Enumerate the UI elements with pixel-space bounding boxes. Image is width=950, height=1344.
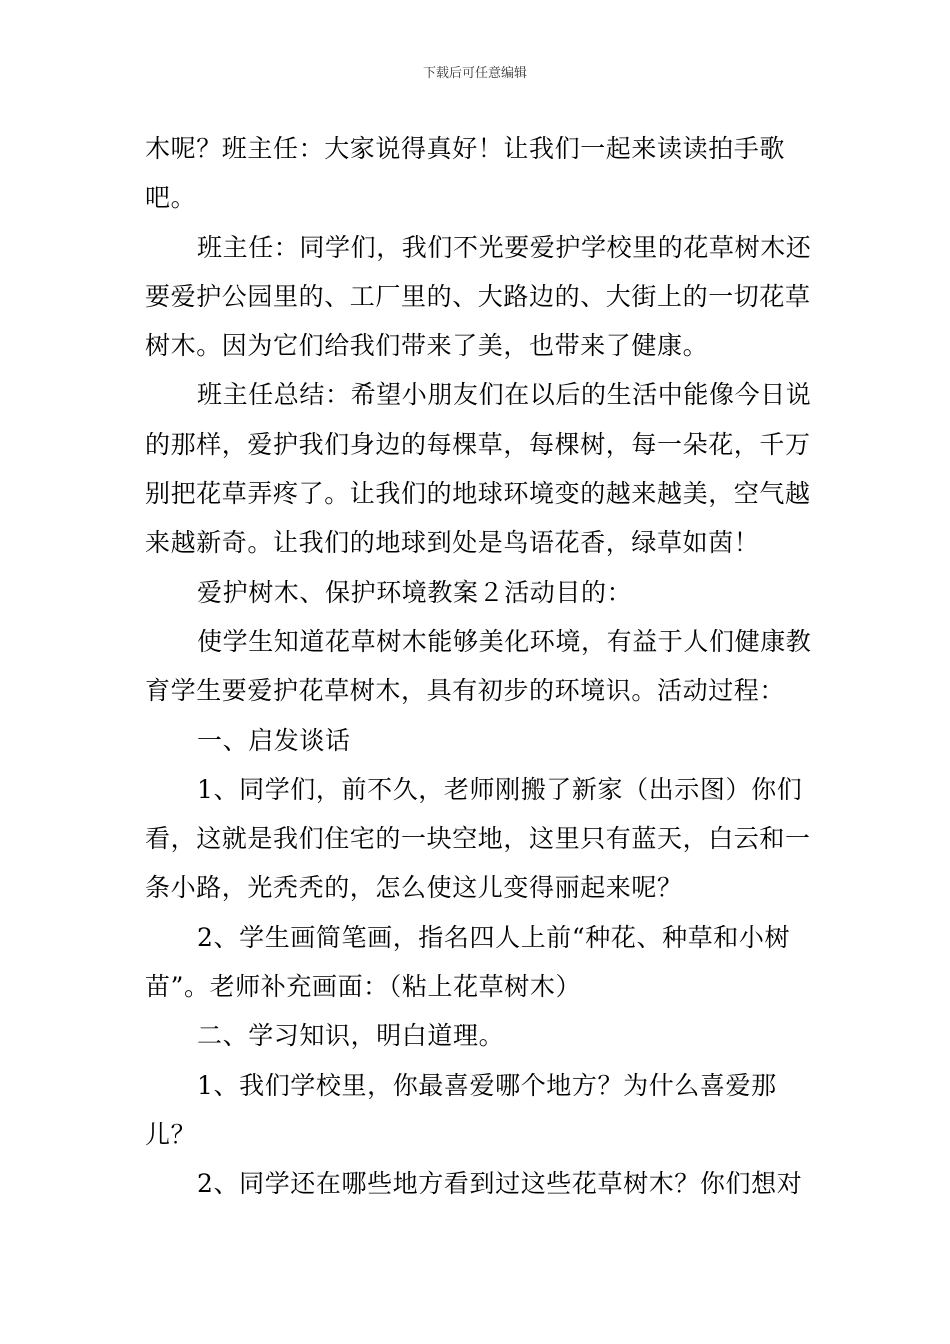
paragraph: 2、同学还在哪些地方看到过这些花草树木？你们想对 <box>197 1169 803 1199</box>
paragraph: 爱护树木、保护环境教案２活动目的： <box>197 577 633 607</box>
section-heading: 一、启发谈话 <box>197 725 351 755</box>
paragraph: 木呢？班主任：大家说得真好！让我们一起来读读拍手歌吧。 <box>145 134 786 213</box>
paragraph: 使学生知道花草树木能够美化环境，有益于人们健康教育学生要爱护花草树木，具有初步的环境识。活动过程： <box>145 626 812 706</box>
paragraph: 班主任总结：希望小朋友们在以后的生活中能像今日说的那样，爱护我们身边的每棵草，每棵树，每一朵花，千万别把花草弄疼了。让我们的地球环境变的越来越美，空气越来越新奇。让我们的地球到处是鸟语花香，绿草如茵！ <box>145 380 812 558</box>
section-heading: 二、学习知识，明白道理。 <box>197 1021 505 1051</box>
document-body <box>145 124 813 1209</box>
paragraph: 班主任：同学们，我们不光要爱护学校里的花草树木还要爱护公园里的、工厂里的、大路边的、大街上的一切花草树木。因为它们给我们带来了美，也带来了健康。 <box>145 232 812 361</box>
paragraph: 1、同学们，前不久，老师刚搬了新家（出示图）你们看，这就是我们住宅的一块空地，这里只有蓝天，白云和一条小路，光秃秃的，怎么使这儿变得丽起来呢？ <box>145 774 811 903</box>
paragraph: 2、学生画简笔画，指名四人上前“种花、种草和小树苗”。老师补充画面：（粘上花草树木） <box>145 922 791 1002</box>
paragraph: 1、我们学校里，你最喜爱哪个地方？为什么喜爱那儿？ <box>145 1070 777 1149</box>
page-header-note: 下载后可任意编辑 <box>422 66 527 81</box>
